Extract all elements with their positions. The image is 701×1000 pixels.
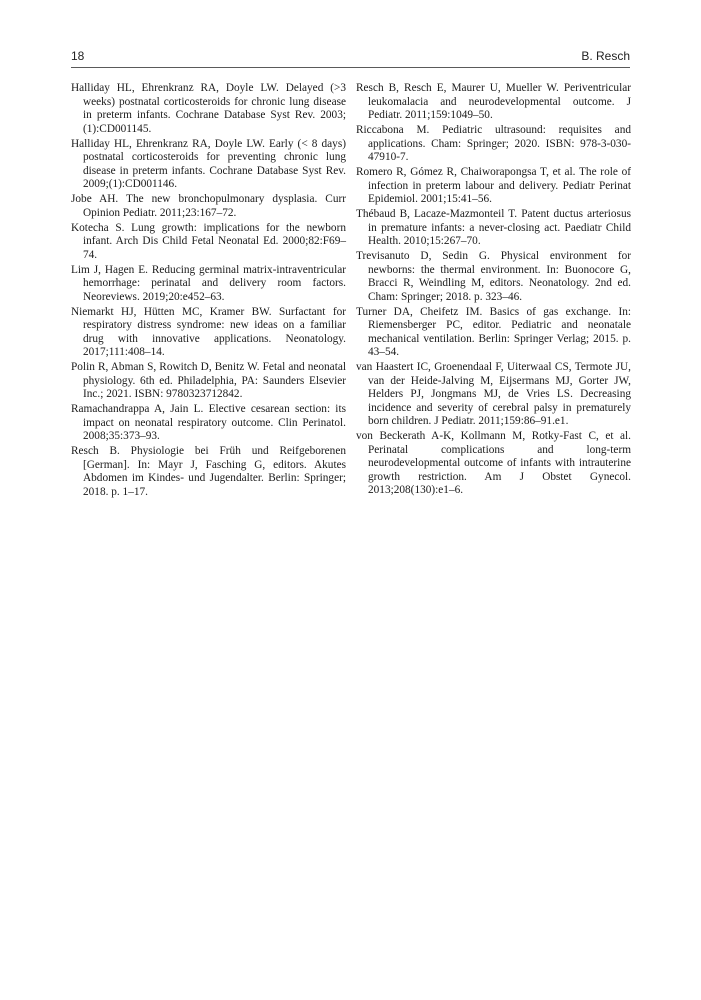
reference-entry: Resch B, Resch E, Maurer U, Mueller W. Periventricular leukomalacia and neurodevelopmental outcome. J Pediatr. 2011;159:1049–50.	[356, 82, 631, 121]
reference-list-left-column	[71, 82, 346, 501]
reference-entry: Kotecha S. Lung growth: implications for the newborn infant. Arch Dis Child Fetal Neonatal Ed. 2000;82:F69–74.	[71, 221, 346, 261]
reference-entry: Jobe AH. The new bronchopulmonary dysplasia. Curr Opinion Pediatr. 2011;23:167–72.	[71, 193, 346, 219]
reference-entry: Halliday HL, Ehrenkranz RA, Doyle LW. Early (< 8 days) postnatal corticosteroids for preventing chronic lung disease in preterm infants. Cochrane Database Syst Rev. 2009;(1):CD001146.	[71, 137, 346, 190]
reference-entry: Halliday HL, Ehrenkranz RA, Doyle LW. Delayed (>3 weeks) postnatal corticosteroids for chronic lung disease in preterm infants. Cochrane Database Syst Rev. 2003;(1):CD001145.	[71, 82, 346, 135]
reference-entry: Turner DA, Cheifetz IM. Basics of gas exchange. In: Riemensberger PC, editor. Pediatric and neonatale mechanical ventilation. Berlin: Springer Verlag; 2015. p. 43–54.	[356, 305, 631, 358]
reference-entry: van Haastert IC, Groenendaal F, Uiterwaal CS, Termote JU, van der Heide-Jalving M, Eijsermans MJ, Gorter JW, Helders PJ, Jongmans MJ, de Vries LS. Decreasing incidence and severity of cerebral palsy in prematurely born children. J Pediatr. 2011;159:86–91.e1.	[356, 361, 631, 427]
reference-entry: Resch B. Physiologie bei Früh und Reifgeborenen [German]. In: Mayr J, Fasching G, editors. Akutes Abdomen im Kindes- und Jugendalter. Berlin: Springer; 2018. p. 1–17.	[71, 445, 346, 498]
reference-entry: Lim J, Hagen E. Reducing germinal matrix-intraventricular hemorrhage: perinatal and delivery room factors. Neoreviews. 2019;20:e452–63.	[71, 263, 346, 303]
reference-entry: Niemarkt HJ, Hütten MC, Kramer BW. Surfactant for respiratory distress syndrome: new ideas on a familiar drug with innovative applications. Neonatology. 2017;111:408–14.	[71, 305, 346, 358]
reference-entry: Riccabona M. Pediatric ultrasound: requisites and applications. Cham: Springer; 2020. ISBN: 978-3-030-47910-7.	[356, 124, 631, 163]
reference-list-right-column	[356, 82, 631, 499]
running-head: B. Resch	[581, 49, 630, 63]
reference-entry: Trevisanuto D, Sedin G. Physical environment for newborns: the thermal environment. In: Buonocore G, Bracci R, Weindling M, editors. Neonatology. 2nd ed. Cham: Springer; 2018. p. 323–46.	[356, 250, 631, 303]
reference-entry: Romero R, Gómez R, Chaiworapongsa T, et al. The role of infection in preterm labour and delivery. Pediatr Perinat Epidemiol. 2001;15:41–56.	[356, 166, 631, 205]
reference-entry: Polin R, Abman S, Rowitch D, Benitz W. Fetal and neonatal physiology. 6th ed. Philadelphia, PA: Saunders Elsevier Inc.; 2021. ISBN: 9780323712842.	[71, 361, 346, 400]
page-number: 18	[71, 49, 85, 63]
reference-entry: von Beckerath A-K, Kollmann M, Rotky-Fast C, et al. Perinatal complications and long-term neurodevelopmental outcome of infants with intrauterine growth restriction. Am J Obstet Gynecol. 2013;208(130):e1–6.	[356, 430, 631, 496]
page-header	[71, 47, 630, 68]
reference-entry: Thébaud B, Lacaze-Mazmonteil T. Patent ductus arteriosus in premature infants: a never-closing act. Paediatr Child Health. 2010;15:267–70.	[356, 208, 631, 247]
reference-entry: Ramachandrappa A, Jain L. Elective cesarean section: its impact on neonatal respiratory outcome. Clin Perinatol. 2008;35:373–93.	[71, 403, 346, 442]
